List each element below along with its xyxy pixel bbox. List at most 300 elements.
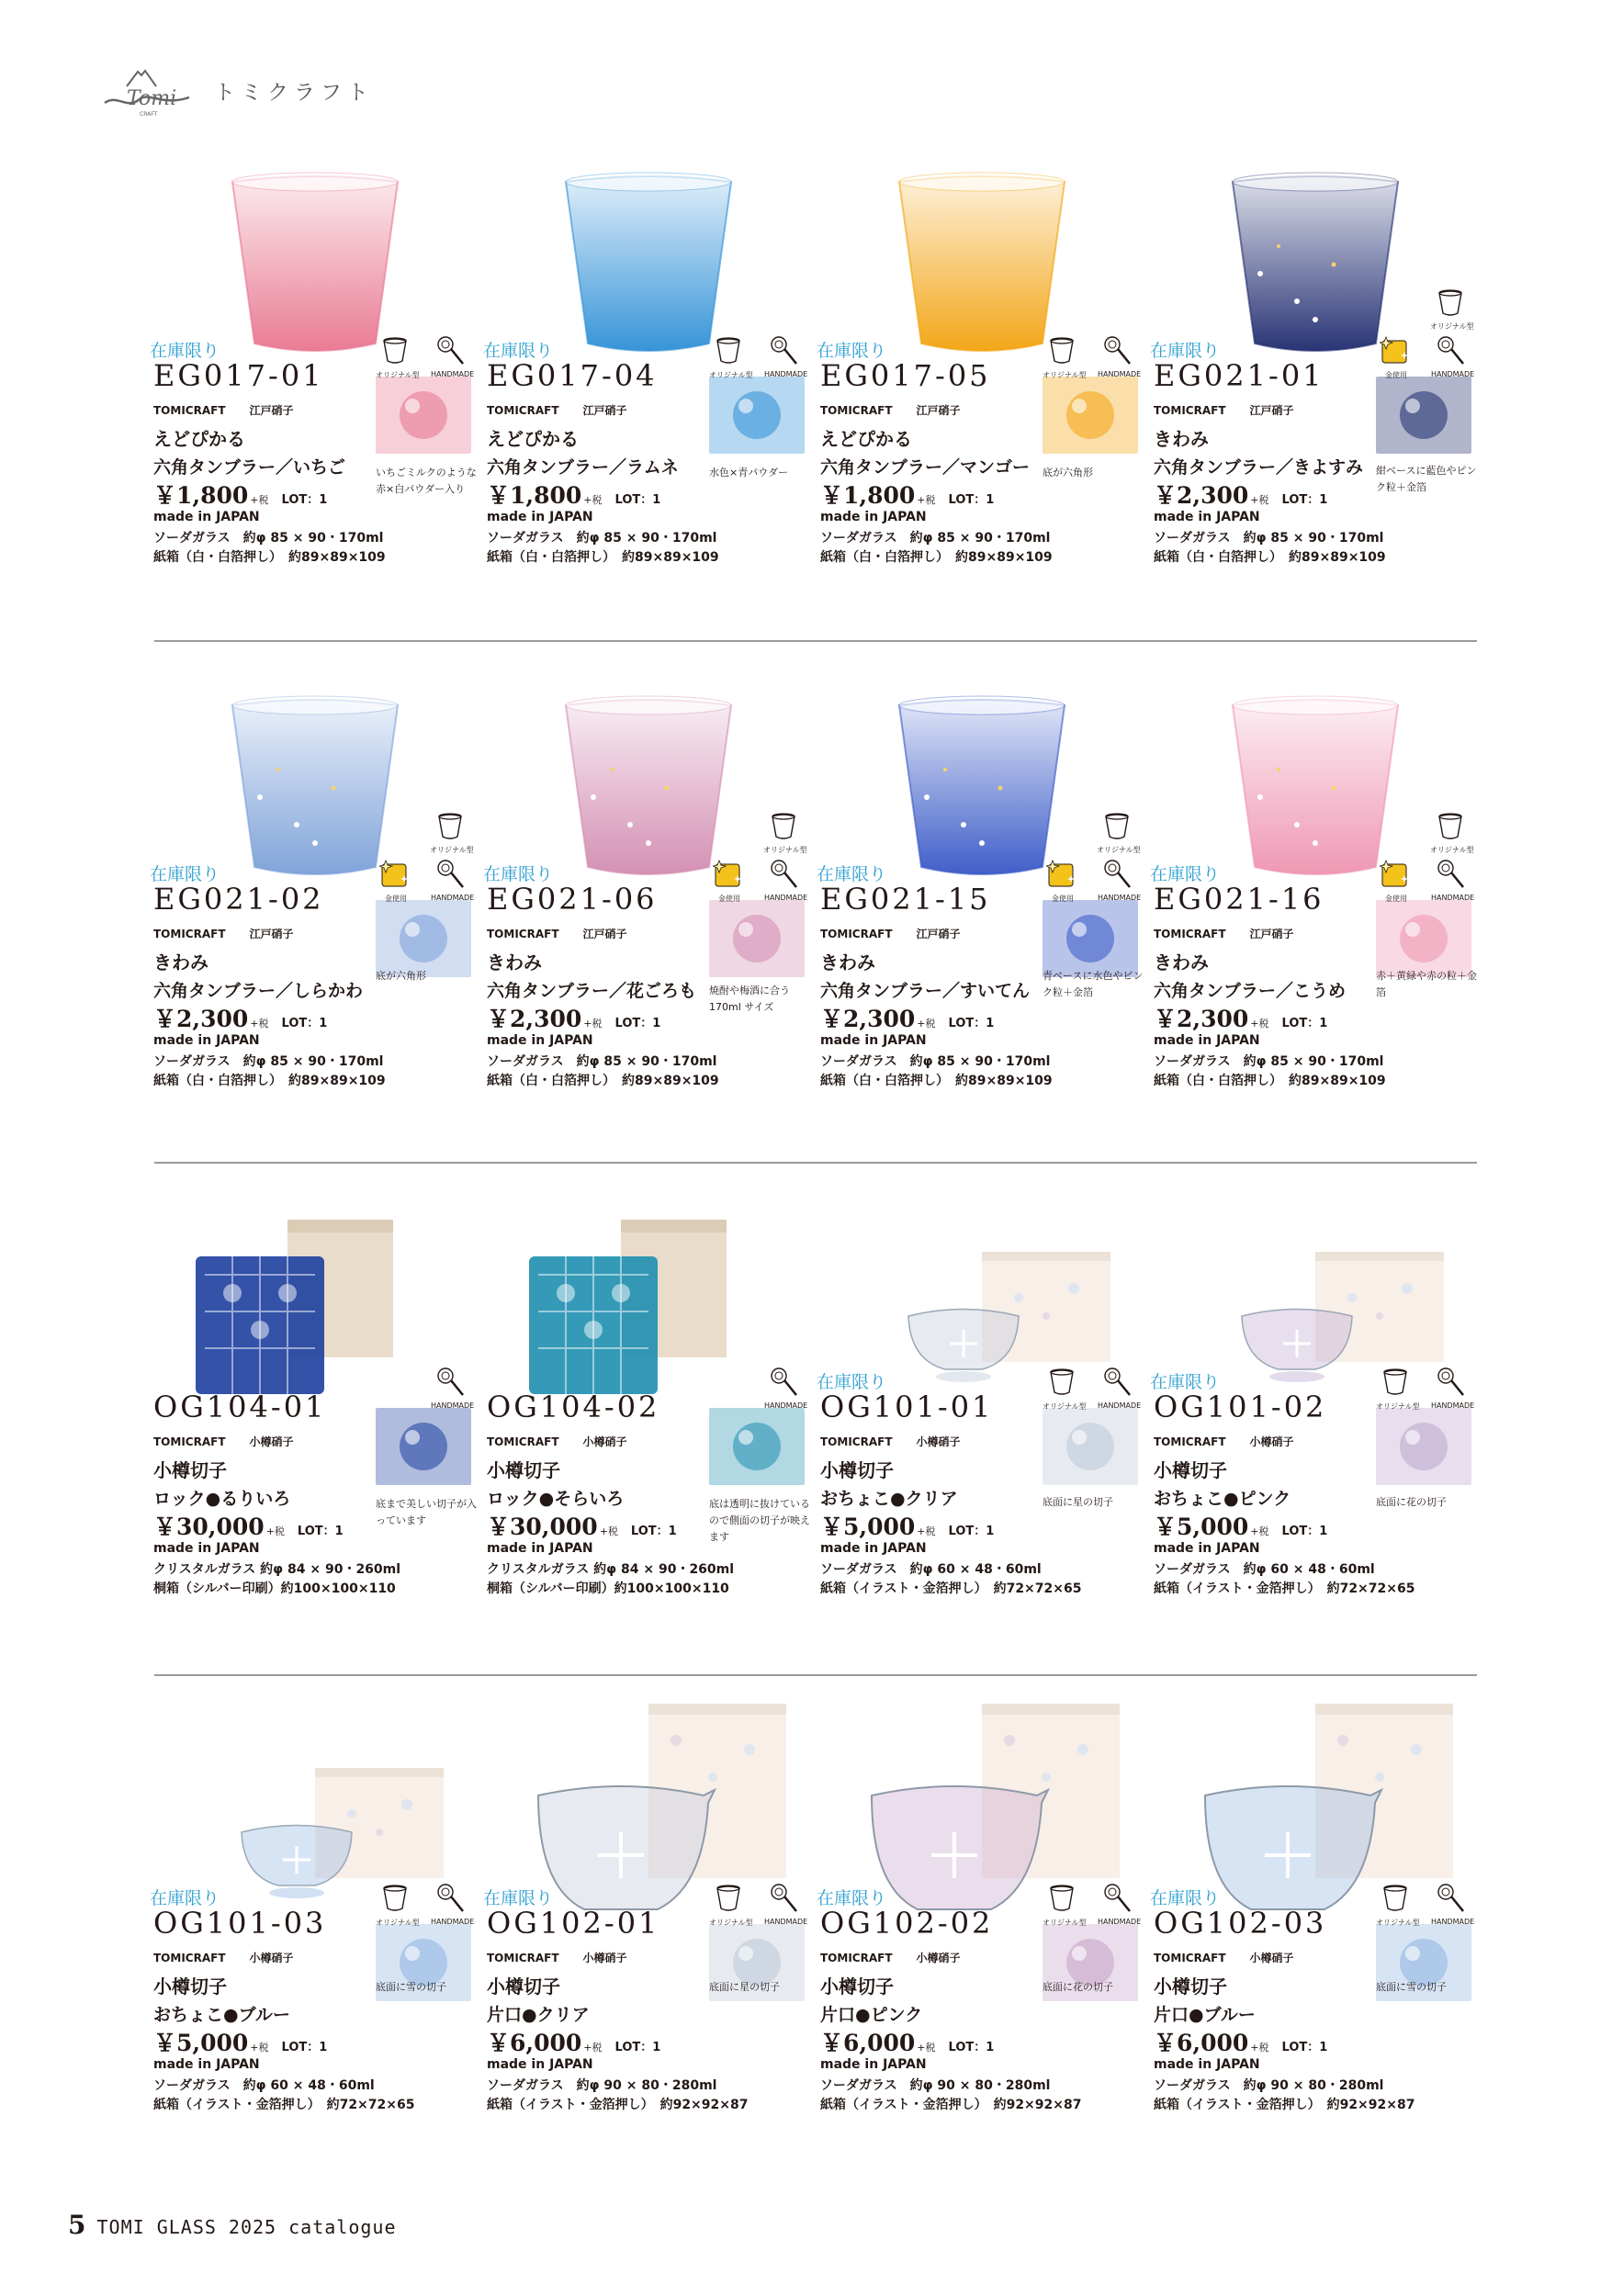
product-name: 片口●クリア <box>487 2005 590 2025</box>
stock-label: 在庫限り <box>817 1888 887 1908</box>
packaging: 紙箱（白・白箔押し） 約89×89×109 <box>487 1074 719 1088</box>
lot-label: LOT：1 <box>1281 1017 1328 1030</box>
spec: ソーダガラス 約φ 60 × 48・60ml <box>153 2078 375 2093</box>
product-name: 六角タンブラー／ラムネ <box>487 457 679 478</box>
handmade-icon <box>1101 1883 1133 1914</box>
series-name: 小樽切子 <box>820 1459 894 1481</box>
icon-caption: HANDMADE <box>431 1918 475 1926</box>
origin: made in JAPAN <box>820 2057 927 2072</box>
stock-label: 在庫限り <box>1150 1888 1221 1908</box>
detail-note: 底が六角形 <box>1043 467 1093 478</box>
gold-leaf-icon <box>379 859 411 890</box>
tax-label: +税 <box>917 1525 936 1537</box>
series-name: 小樽切子 <box>820 1975 894 1998</box>
tax-label: +税 <box>583 1018 603 1030</box>
icon-caption: HANDMADE <box>431 1401 475 1410</box>
icon-caption: オリジナル型 <box>1430 846 1474 854</box>
stock-label: 在庫限り <box>150 864 220 884</box>
product-name: 六角タンブラー／いちご <box>153 457 346 478</box>
icon-caption: HANDMADE <box>764 1918 808 1926</box>
maker-line <box>1154 1434 1294 1449</box>
price: ￥1,800 <box>153 482 249 509</box>
price-line <box>820 1001 994 1034</box>
maker-name: TOMICRAFT <box>1154 1952 1226 1964</box>
price-line <box>487 1509 677 1542</box>
product-card <box>150 1187 485 1702</box>
product-code: EG021-15 <box>820 882 991 917</box>
lot-label: LOT：1 <box>1281 493 1328 507</box>
spec: ソーダガラス 約φ 90 × 80・280ml <box>820 2078 1051 2093</box>
lot-label: LOT：1 <box>281 493 328 507</box>
icon-caption: オリジナル型 <box>1376 1919 1420 1927</box>
tax-label: +税 <box>917 2042 936 2054</box>
detail-note: 水色×青パウダー <box>709 467 789 478</box>
price-line <box>153 1001 327 1034</box>
price: ￥5,000 <box>153 2030 249 2056</box>
icon-caption: HANDMADE <box>764 370 808 378</box>
product-card <box>1150 1704 1485 2218</box>
icon-caption: オリジナル型 <box>376 371 420 379</box>
detail-note: 底面に花の切子 <box>1043 1981 1113 1993</box>
stock-label: 在庫限り <box>483 1888 554 1908</box>
lot-label: LOT：1 <box>630 1525 677 1538</box>
spec: ソーダガラス 約φ 85 × 90・170ml <box>487 1054 717 1069</box>
price-line <box>820 2025 994 2058</box>
maker-name: TOMICRAFT <box>1154 1435 1226 1448</box>
icon-caption: オリジナル型 <box>1376 1402 1420 1411</box>
series-name: えどぴかる <box>153 428 245 450</box>
series-name: きわみ <box>153 951 209 974</box>
maker-line <box>820 402 961 418</box>
product-code: OG104-02 <box>487 1390 660 1424</box>
icon-caption: オリジナル型 <box>430 846 474 854</box>
origin: made in JAPAN <box>487 2057 593 2072</box>
maker-name: TOMICRAFT <box>153 1952 226 1964</box>
detail-note: 赤＋黄緑や赤の粒＋金箔 <box>1376 970 1477 998</box>
detail-photo <box>376 1408 471 1485</box>
price-line <box>820 1509 994 1542</box>
page-footer <box>68 2210 397 2240</box>
page-number: 5 <box>68 2210 86 2240</box>
detail-photo <box>1376 377 1471 454</box>
price-line <box>1154 2025 1327 2058</box>
product-card <box>817 1187 1152 1702</box>
product-code: OG104-01 <box>153 1390 327 1424</box>
product-code: OG101-01 <box>820 1390 994 1424</box>
maker-glass-type: 江戸硝子 <box>1249 928 1294 940</box>
price-line <box>487 478 660 511</box>
spec: ソーダガラス 約φ 85 × 90・170ml <box>820 1054 1051 1069</box>
origin: made in JAPAN <box>153 2057 260 2072</box>
maker-glass-type: 小樽硝子 <box>582 1952 627 1964</box>
packaging: 紙箱（白・白箔押し） 約89×89×109 <box>1154 1074 1386 1088</box>
product-card <box>483 156 818 670</box>
product-code: OG101-03 <box>153 1906 327 1941</box>
spec: ソーダガラス 約φ 90 × 80・280ml <box>487 2078 717 2093</box>
maker-name: TOMICRAFT <box>820 1952 893 1964</box>
svg-text:CRAFT: CRAFT <box>140 111 158 118</box>
lot-label: LOT：1 <box>948 1525 995 1538</box>
original-mold-icon <box>1380 1367 1411 1398</box>
lot-label: LOT：1 <box>281 2041 328 2054</box>
icon-caption: オリジナル型 <box>709 1919 753 1927</box>
lot-label: LOT：1 <box>1281 1525 1328 1538</box>
series-name: えどぴかる <box>487 428 579 450</box>
detail-note: 底は透明に抜けているので側面の切子が映えます <box>709 1498 810 1543</box>
product-card <box>150 156 485 670</box>
detail-photo <box>376 900 471 977</box>
lot-label: LOT：1 <box>614 1017 661 1030</box>
gold-leaf-icon <box>1046 859 1077 890</box>
price: ￥5,000 <box>820 1514 916 1540</box>
original-mold-icon <box>379 335 411 366</box>
product-card <box>1150 680 1485 1194</box>
icon-caption: HANDMADE <box>1098 370 1142 378</box>
series-name: きわみ <box>1154 428 1209 450</box>
packaging: 紙箱（白・白箔押し） 約89×89×109 <box>820 550 1053 565</box>
series-name: 小樽切子 <box>153 1975 227 1998</box>
product-code: EG021-02 <box>153 882 324 917</box>
original-mold-icon <box>1435 811 1466 842</box>
maker-glass-type: 小樽硝子 <box>1249 1952 1294 1964</box>
maker-line <box>153 926 294 941</box>
product-name: おちょこ●ピンク <box>1154 1489 1291 1509</box>
icon-caption: オリジナル型 <box>1430 322 1474 331</box>
original-mold-icon <box>1435 287 1466 319</box>
detail-note: 底面に花の切子 <box>1376 1496 1447 1508</box>
maker-name: TOMICRAFT <box>487 1435 559 1448</box>
product-card <box>817 680 1152 1194</box>
tax-label: +税 <box>1250 494 1269 506</box>
tax-label: +税 <box>1250 2042 1269 2054</box>
tax-label: +税 <box>917 494 936 506</box>
maker-name: TOMICRAFT <box>153 1435 226 1448</box>
stock-label: 在庫限り <box>483 864 554 884</box>
origin: made in JAPAN <box>1154 1541 1260 1556</box>
series-name: 小樽切子 <box>487 1459 560 1481</box>
product-code: EG017-04 <box>487 358 658 393</box>
packaging: 桐箱（シルバー印刷）約100×100×110 <box>487 1581 729 1596</box>
price-line <box>487 2025 660 2058</box>
tax-label: +税 <box>1250 1525 1269 1537</box>
price-line <box>1154 1001 1327 1034</box>
icon-caption: HANDMADE <box>431 894 475 902</box>
product-name: ロック●そらいろ <box>487 1489 625 1509</box>
icon-caption: 金使用 <box>1052 895 1074 903</box>
maker-name: TOMICRAFT <box>487 404 559 417</box>
maker-line <box>1154 1950 1294 1965</box>
maker-line <box>820 1434 961 1449</box>
handmade-icon <box>768 859 799 890</box>
product-card <box>817 156 1152 670</box>
maker-glass-type: 江戸硝子 <box>582 928 627 940</box>
lot-label: LOT：1 <box>297 1525 344 1538</box>
handmade-icon <box>1101 859 1133 890</box>
handmade-icon <box>768 335 799 366</box>
packaging: 紙箱（イラスト・金箔押し） 約92×92×87 <box>820 2098 1082 2112</box>
product-card <box>483 1704 818 2218</box>
origin: made in JAPAN <box>487 1541 593 1556</box>
product-code: EG017-05 <box>820 358 991 393</box>
stock-label: 在庫限り <box>817 864 887 884</box>
product-card <box>150 1704 485 2218</box>
product-name: 片口●ブルー <box>1154 2005 1256 2025</box>
lot-label: LOT：1 <box>614 493 661 507</box>
stock-label: 在庫限り <box>1150 1372 1221 1392</box>
price: ￥2,300 <box>487 1006 582 1032</box>
price: ￥6,000 <box>820 2030 916 2056</box>
packaging: 紙箱（白・白箔押し） 約89×89×109 <box>820 1074 1053 1088</box>
maker-glass-type: 江戸硝子 <box>249 928 294 940</box>
tax-label: +税 <box>583 494 603 506</box>
product-code: OG102-01 <box>487 1906 660 1941</box>
icon-caption: 金使用 <box>1385 371 1407 379</box>
detail-photo <box>709 1408 805 1485</box>
maker-line <box>153 402 294 418</box>
lot-label: LOT：1 <box>1281 2041 1328 2054</box>
product-name: 片口●ピンク <box>820 2005 923 2025</box>
tax-label: +税 <box>599 1525 618 1537</box>
origin: made in JAPAN <box>1154 510 1260 524</box>
series-name: きわみ <box>1154 951 1209 974</box>
origin: made in JAPAN <box>153 510 260 524</box>
maker-name: TOMICRAFT <box>153 404 226 417</box>
price: ￥2,300 <box>1154 482 1249 509</box>
product-code: EG021-16 <box>1154 882 1324 917</box>
maker-glass-type: 小樽硝子 <box>582 1435 627 1448</box>
detail-note: 底面に雪の切子 <box>376 1981 446 1993</box>
origin: made in JAPAN <box>820 1541 927 1556</box>
price: ￥30,000 <box>153 1514 265 1540</box>
handmade-icon <box>434 1883 466 1914</box>
original-mold-icon <box>1046 1367 1077 1398</box>
stock-label: 在庫限り <box>1150 864 1221 884</box>
spec: ソーダガラス 約φ 85 × 90・170ml <box>820 531 1051 546</box>
price: ￥1,800 <box>487 482 582 509</box>
spec: ソーダガラス 約φ 85 × 90・170ml <box>153 1054 384 1069</box>
price-line <box>153 478 327 511</box>
product-code: EG021-06 <box>487 882 658 917</box>
maker-line <box>153 1950 294 1965</box>
maker-name: TOMICRAFT <box>153 928 226 940</box>
tax-label: +税 <box>250 2042 269 2054</box>
product-card <box>483 1187 818 1702</box>
stock-label: 在庫限り <box>1150 341 1221 361</box>
spec: ソーダガラス 約φ 85 × 90・170ml <box>1154 531 1384 546</box>
series-name: 小樽切子 <box>153 1459 227 1481</box>
handmade-icon <box>434 335 466 366</box>
product-name: 六角タンブラー／花ごろも <box>487 981 697 1001</box>
original-mold-icon <box>434 811 466 842</box>
original-mold-icon <box>768 811 799 842</box>
original-mold-icon <box>1101 811 1133 842</box>
spec: ソーダガラス 約φ 85 × 90・170ml <box>487 531 717 546</box>
handmade-icon <box>1101 1367 1133 1398</box>
icon-caption: HANDMADE <box>764 1401 808 1410</box>
detail-note: いちごミルクのような赤×白パウダー入り <box>376 467 477 495</box>
svg-text:Tomi: Tomi <box>127 87 177 110</box>
series-name: 小樽切子 <box>1154 1459 1227 1481</box>
maker-line <box>487 1950 627 1965</box>
original-mold-icon <box>713 1883 744 1914</box>
packaging: 紙箱（イラスト・金箔押し） 約72×72×65 <box>1154 1581 1415 1596</box>
origin: made in JAPAN <box>820 510 927 524</box>
series-name: えどぴかる <box>820 428 912 450</box>
lot-label: LOT：1 <box>948 2041 995 2054</box>
detail-note: 青ベースに水色やピンク粒＋金箔 <box>1043 970 1144 998</box>
stock-label: 在庫限り <box>483 341 554 361</box>
origin: made in JAPAN <box>487 510 593 524</box>
price: ￥6,000 <box>487 2030 582 2056</box>
detail-note: 紺ベースに藍色やピンク粒＋金箔 <box>1376 465 1477 493</box>
product-card <box>817 1704 1152 2218</box>
maker-line <box>820 926 961 941</box>
maker-glass-type: 江戸硝子 <box>1249 404 1294 417</box>
spec: クリスタルガラス 約φ 84 × 90・260ml <box>153 1562 401 1577</box>
origin: made in JAPAN <box>1154 2057 1260 2072</box>
detail-photo <box>709 377 805 454</box>
icon-caption: HANDMADE <box>1098 894 1142 902</box>
lot-label: LOT：1 <box>948 493 995 507</box>
price: ￥1,800 <box>820 482 916 509</box>
maker-line <box>820 1950 961 1965</box>
tax-label: +税 <box>583 2042 603 2054</box>
handmade-icon <box>1435 859 1466 890</box>
maker-glass-type: 江戸硝子 <box>916 928 961 940</box>
maker-glass-type: 小樽硝子 <box>916 1952 961 1964</box>
maker-line <box>487 402 627 418</box>
icon-caption: オリジナル型 <box>763 846 807 854</box>
spec: ソーダガラス 約φ 85 × 90・170ml <box>153 531 384 546</box>
maker-glass-type: 江戸硝子 <box>916 404 961 417</box>
lot-label: LOT：1 <box>948 1017 995 1030</box>
maker-name: TOMICRAFT <box>1154 404 1226 417</box>
maker-name: TOMICRAFT <box>487 1952 559 1964</box>
stock-label: 在庫限り <box>817 341 887 361</box>
icon-caption: オリジナル型 <box>1043 1919 1087 1927</box>
tomi-logo-icon <box>99 66 195 121</box>
icon-caption: オリジナル型 <box>1097 846 1141 854</box>
packaging: 紙箱（イラスト・金箔押し） 約92×92×87 <box>1154 2098 1415 2112</box>
detail-photo <box>1043 1408 1138 1485</box>
lot-label: LOT：1 <box>281 1017 328 1030</box>
maker-glass-type: 小樽硝子 <box>916 1435 961 1448</box>
icon-caption: 金使用 <box>385 895 407 903</box>
product-name: 六角タンブラー／こうめ <box>1154 981 1347 1001</box>
icon-caption: オリジナル型 <box>1043 1402 1087 1411</box>
price: ￥2,300 <box>1154 1006 1249 1032</box>
packaging: 紙箱（イラスト・金箔押し） 約92×92×87 <box>487 2098 749 2112</box>
spec: ソーダガラス 約φ 60 × 48・60ml <box>1154 1562 1375 1577</box>
detail-note: 底が六角形 <box>376 970 426 982</box>
maker-glass-type: 小樽硝子 <box>249 1435 294 1448</box>
icon-caption: 金使用 <box>1385 895 1407 903</box>
product-code: EG017-01 <box>153 358 324 393</box>
original-mold-icon <box>379 1883 411 1914</box>
maker-name: TOMICRAFT <box>487 928 559 940</box>
original-mold-icon <box>713 335 744 366</box>
spec: ソーダガラス 約φ 60 × 48・60ml <box>820 1562 1042 1577</box>
lot-label: LOT：1 <box>614 2041 661 2054</box>
maker-name: TOMICRAFT <box>1154 928 1226 940</box>
detail-note: 底面に雪の切子 <box>1376 1981 1447 1993</box>
icon-caption: HANDMADE <box>1431 1918 1475 1926</box>
product-card <box>483 680 818 1194</box>
product-code: OG102-03 <box>1154 1906 1327 1941</box>
detail-photo <box>1376 1408 1471 1485</box>
stock-label: 在庫限り <box>150 1888 220 1908</box>
price-line <box>487 1001 660 1034</box>
detail-note: 底面に星の切子 <box>709 1981 780 1993</box>
price: ￥30,000 <box>487 1514 598 1540</box>
maker-line <box>487 1434 627 1449</box>
tax-label: +税 <box>1250 1018 1269 1030</box>
handmade-icon <box>1101 335 1133 366</box>
maker-glass-type: 小樽硝子 <box>249 1952 294 1964</box>
detail-photo <box>709 900 805 977</box>
packaging: 紙箱（イラスト・金箔押し） 約72×72×65 <box>820 1581 1082 1596</box>
detail-photo <box>1043 900 1138 977</box>
tax-label: +税 <box>917 1018 936 1030</box>
maker-line <box>1154 402 1294 418</box>
product-code: EG021-01 <box>1154 358 1324 393</box>
product-name: 六角タンブラー／すいてん <box>820 981 1031 1001</box>
detail-note: 焼酎や梅酒に合う170ml サイズ <box>709 985 790 1013</box>
handmade-icon <box>1435 335 1466 366</box>
packaging: 桐箱（シルバー印刷）約100×100×110 <box>153 1581 396 1596</box>
icon-caption: HANDMADE <box>1098 1918 1142 1926</box>
origin: made in JAPAN <box>1154 1033 1260 1048</box>
product-card <box>1150 156 1485 670</box>
icon-caption: 金使用 <box>718 895 740 903</box>
series-name: 小樽切子 <box>487 1975 560 1998</box>
tax-label: +税 <box>265 1525 285 1537</box>
origin: made in JAPAN <box>487 1033 593 1048</box>
packaging: 紙箱（白・白箔押し） 約89×89×109 <box>153 550 386 565</box>
detail-photo <box>376 377 471 454</box>
product-name: 六角タンブラー／しらかわ <box>153 981 364 1001</box>
icon-caption: HANDMADE <box>764 894 808 902</box>
maker-name: TOMICRAFT <box>820 928 893 940</box>
price-line <box>820 478 994 511</box>
product-code: OG102-02 <box>820 1906 994 1941</box>
detail-note: 底まで美しい切子が入っています <box>376 1498 477 1526</box>
handmade-icon <box>768 1883 799 1914</box>
origin: made in JAPAN <box>153 1541 260 1556</box>
icon-caption: HANDMADE <box>1431 370 1475 378</box>
price-line <box>153 1509 344 1542</box>
product-name: 六角タンブラー／マンゴー <box>820 457 1031 478</box>
icon-caption: オリジナル型 <box>709 371 753 379</box>
icon-caption: HANDMADE <box>1431 1401 1475 1410</box>
icon-caption: オリジナル型 <box>1043 371 1087 379</box>
original-mold-icon <box>1046 1883 1077 1914</box>
price-line <box>1154 1509 1327 1542</box>
handmade-icon <box>434 859 466 890</box>
product-name: ロック●るりいろ <box>153 1489 291 1509</box>
original-mold-icon <box>1046 335 1077 366</box>
brand-name: トミクラフト <box>214 81 374 105</box>
maker-name: TOMICRAFT <box>820 1435 893 1448</box>
tax-label: +税 <box>250 1018 269 1030</box>
stock-label: 在庫限り <box>150 341 220 361</box>
maker-name: TOMICRAFT <box>820 404 893 417</box>
product-card <box>150 680 485 1194</box>
handmade-icon <box>1435 1367 1466 1398</box>
series-name: きわみ <box>820 951 875 974</box>
maker-glass-type: 江戸硝子 <box>249 404 294 417</box>
packaging: 紙箱（イラスト・金箔押し） 約72×72×65 <box>153 2098 415 2112</box>
